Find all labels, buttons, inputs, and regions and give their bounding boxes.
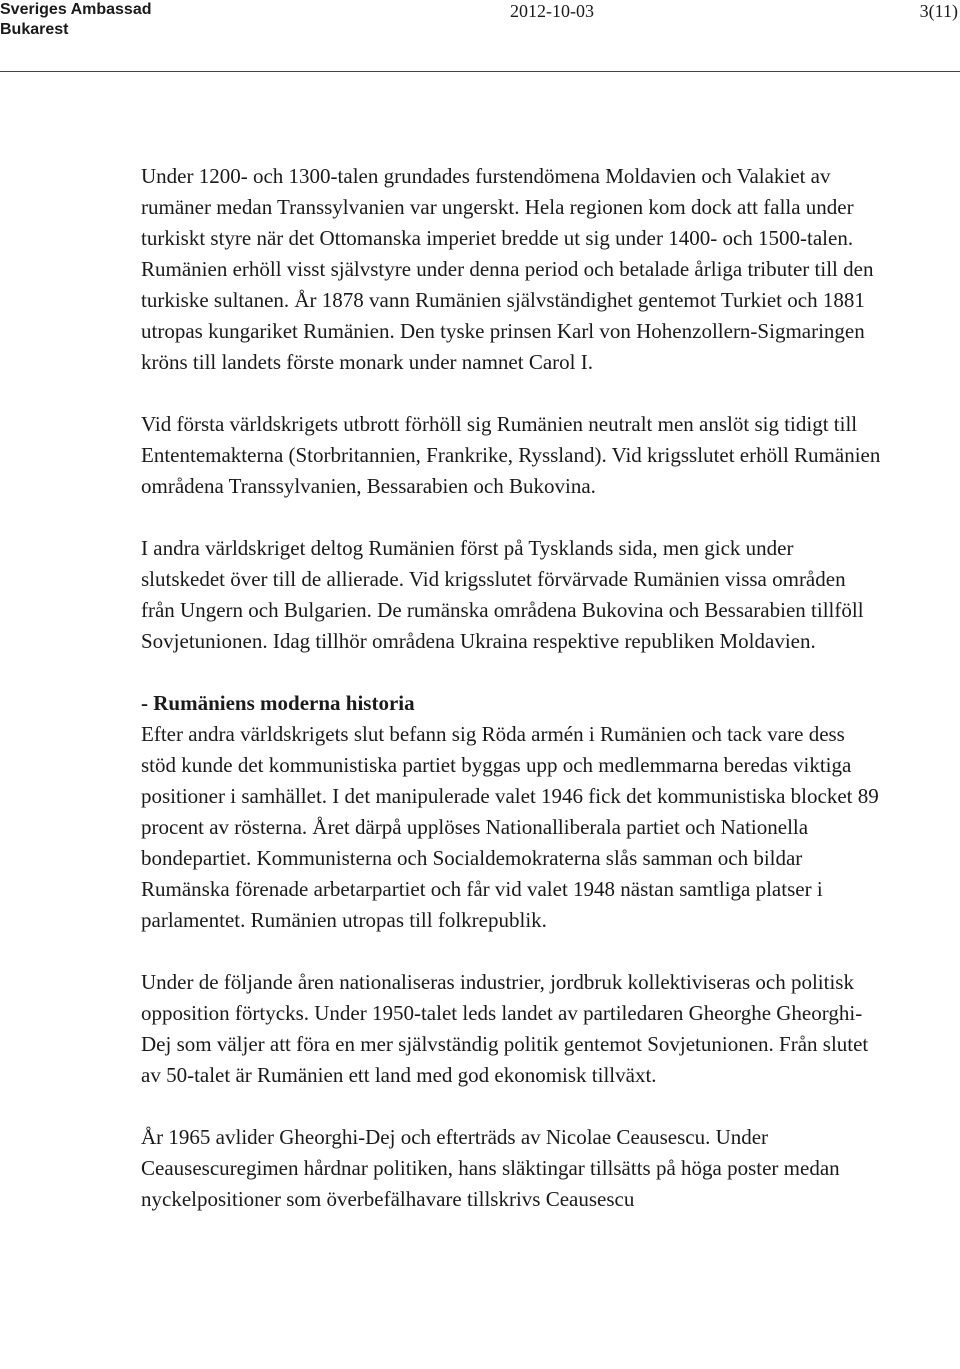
document-date: 2012-10-03 — [510, 1, 594, 21]
page-number: 3(11) — [919, 1, 958, 21]
paragraph-world-war-two: I andra världskriget deltog Rumänien först på Tysklands sida, men gick under slutskedet över till de allierade. Vid krigsslutet förvärvade Rumänien vissa områden från Ungern och Bulgarien. De rumänska områdena Bukovina och Bessarabien tillföll Sovjetunionen. Idag tillhör områdena Ukraina respektive republiken Moldavien. — [141, 536, 864, 653]
page-header — [0, 0, 960, 74]
header-divider — [0, 71, 960, 72]
sender-organization — [0, 0, 151, 40]
paragraph-early-history: Under 1200- och 1300-talen grundades furstendömena Moldavien och Valakiet av rumäner medan Transsylvanien var ungerskt. Hela regionen kom dock att falla under turkiskt styre när det Ottomanska imperiet bredde ut sig under 1400- och 1500-talen. Rumänien erhöll visst självstyre under denna period och betalade årliga tributer till den turkiske sultanen. År 1878 vann Rumänien självständighet gentemot Turkiet och 1881 utropas kungariket Rumänien. Den tyske prinsen Karl von Hohenzollern-Sigmaringen kröns till landets förste monark under namnet Carol I. — [141, 164, 874, 374]
paragraph-postwar-communism: Efter andra världskrigets slut befann sig Röda armén i Rumänien och tack vare dess stöd kunde det kommunistiska partiet byggas upp och medlemmarna beredas viktiga positioner i samhället. I det manipulerade valet 1946 fick det kommunistiska blocket 89 procent av rösterna. Året därpå upplöses Nationalliberala partiet och Nationella bondepartiet. Kommunisterna och Socialdemokraterna slås samman och bildar Rumänska förenade arbetarpartiet och får vid valet 1948 nästan samtliga platser i parlamentet. Rumänien utropas till folkrepublik. — [141, 722, 879, 932]
paragraph-ceausescu-era: År 1965 avlider Gheorghi-Dej och efterträds av Nicolae Ceausescu. Under Ceausescuregimen hårdnar politiken, hans släktingar tillsätts på höga poster medan nyckelpositioner som överbefälhavare tillskrivs Ceausescu — [141, 1125, 840, 1211]
paragraph-gheorghiu-dej-era: Under de följande åren nationaliseras industrier, jordbruk kollektiviseras och politisk opposition förtycks. Under 1950-talet leds landet av partiledaren Gheorghe Gheorghi-Dej som väljer att föra en mer självständig politik gentemot Sovjetunionen. Från slutet av 50-talet är Rumänien ett land med god ekonomisk tillväxt. — [141, 970, 869, 1087]
paragraph-world-war-one: Vid första världskrigets utbrott förhöll sig Rumänien neutralt men anslöt sig tidigt till Ententemakterna (Storbritannien, Frankrike, Ryssland). Vid krigsslutet erhöll Rumänien områdena Transsylvanien, Bessarabien och Bukovina. — [141, 412, 881, 498]
section-heading: - Rumäniens moderna historia — [141, 691, 415, 715]
document-body — [141, 161, 881, 1246]
organization-city: Bukarest — [0, 21, 69, 38]
organization-name: Sveriges Ambassad — [0, 1, 152, 18]
